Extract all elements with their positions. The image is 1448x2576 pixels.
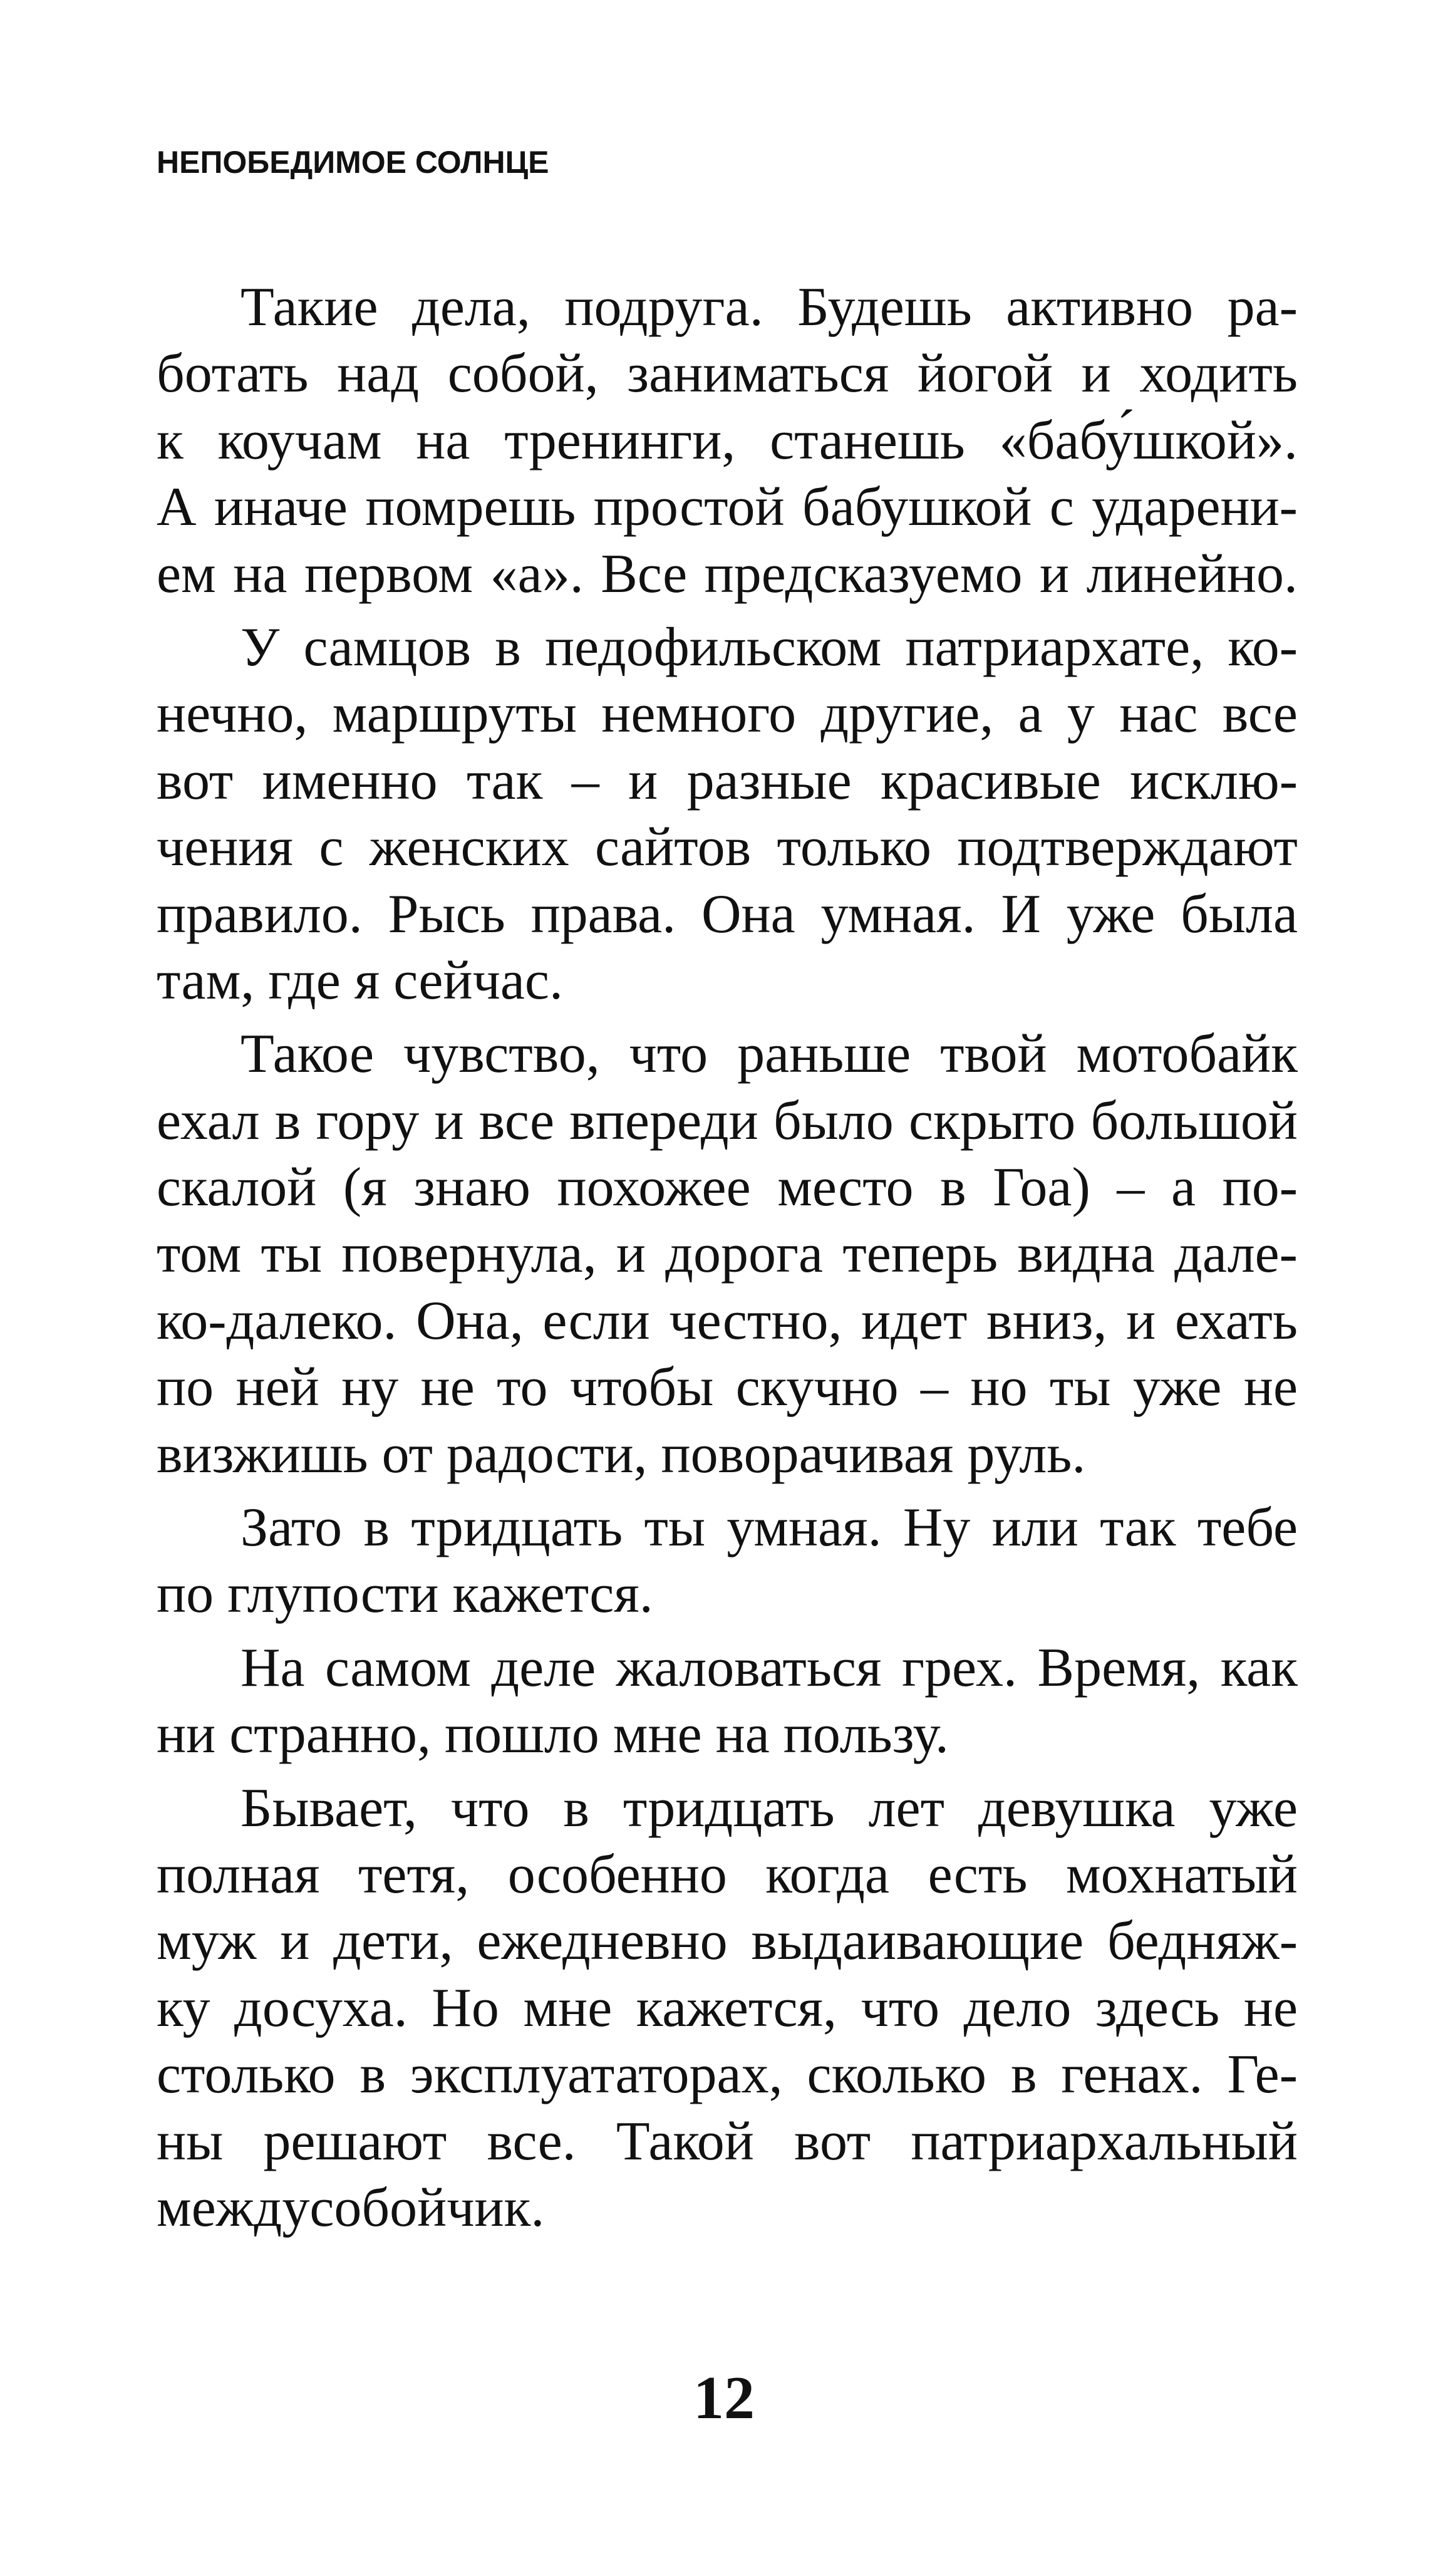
text-line: столько в эксплуататорах, сколько в генах. Ге- (157, 2044, 1298, 2106)
text-line: А иначе помрешь простой бабушкой с ударени- (157, 477, 1298, 538)
text-line: вот именно так – и разные красивые исклю- (157, 750, 1298, 811)
text-line: На самом деле жаловаться грех. Время, как (240, 1637, 1298, 1698)
text-line: там, где я сейчас. (157, 950, 563, 1011)
text-line: ботать над собой, заниматься йогой и ходить (157, 343, 1298, 405)
running-title: НЕПОБЕДИМОЕ СОЛНЦЕ (157, 145, 549, 180)
paragraph (157, 1495, 1298, 1628)
text-line: ко-далеко. Она, если честно, идет вниз, и ехать (157, 1290, 1298, 1351)
text-line: полная тетя, особенно когда есть мохнатый (157, 1844, 1298, 1905)
text-line: Бывает, что в тридцать лет девушка уже (240, 1777, 1298, 1839)
body-text (157, 274, 1298, 2248)
text-line: нечно, маршруты немного другие, а у нас все (157, 683, 1298, 745)
text-line: правило. Рысь права. Она умная. И уже была (157, 883, 1298, 945)
text-line: ны решают все. Такой вот патриархальный (157, 2111, 1298, 2172)
text-line: визжишь от радости, поворачивая руль. (157, 1423, 1086, 1485)
text-line: ку досуха. Но мне кажется, что дело здесь не (157, 1977, 1298, 2038)
text-line: скалой (я знаю похожее место в Гоа) – а по- (157, 1157, 1298, 1218)
text-line: по глупости кажется. (157, 1564, 653, 1625)
page-number: 12 (693, 2364, 755, 2432)
paragraph (157, 274, 1298, 608)
text-line: по ней ну не то чтобы скучно – но ты уже не (157, 1357, 1298, 1418)
text-line: Такое чувство, что раньше твой мотобайк (240, 1024, 1298, 1085)
text-line: ни странно, пошло мне на пользу. (157, 1704, 949, 1765)
text-line: ехал в гору и все впереди было скрыто большой (157, 1090, 1298, 1151)
text-line: У самцов в педофильском патриархате, ко- (240, 616, 1298, 678)
text-line: Такие дела, подруга. Будешь активно ра- (240, 277, 1298, 338)
text-line: ем на первом «а». Все предсказуемо и линейно. (157, 543, 1298, 605)
paragraph (157, 615, 1298, 1014)
text-line: чения с женских сайтов только подтверждают (157, 817, 1298, 878)
paragraph (157, 1635, 1298, 1768)
text-line: Зато в тридцать ты умная. Ну или так тебе (240, 1497, 1298, 1559)
paragraph (157, 1021, 1298, 1488)
paragraph (157, 1775, 1298, 2242)
text-line: междусобойчик. (157, 2177, 545, 2238)
text-line: муж и дети, ежедневно выдаивающие бедняж- (157, 1911, 1298, 1972)
text-line: том ты повернула, и дорога теперь видна дале- (157, 1223, 1298, 1285)
text-line: к коучам на тренинги, станешь «бабу́шкой». (157, 410, 1298, 471)
